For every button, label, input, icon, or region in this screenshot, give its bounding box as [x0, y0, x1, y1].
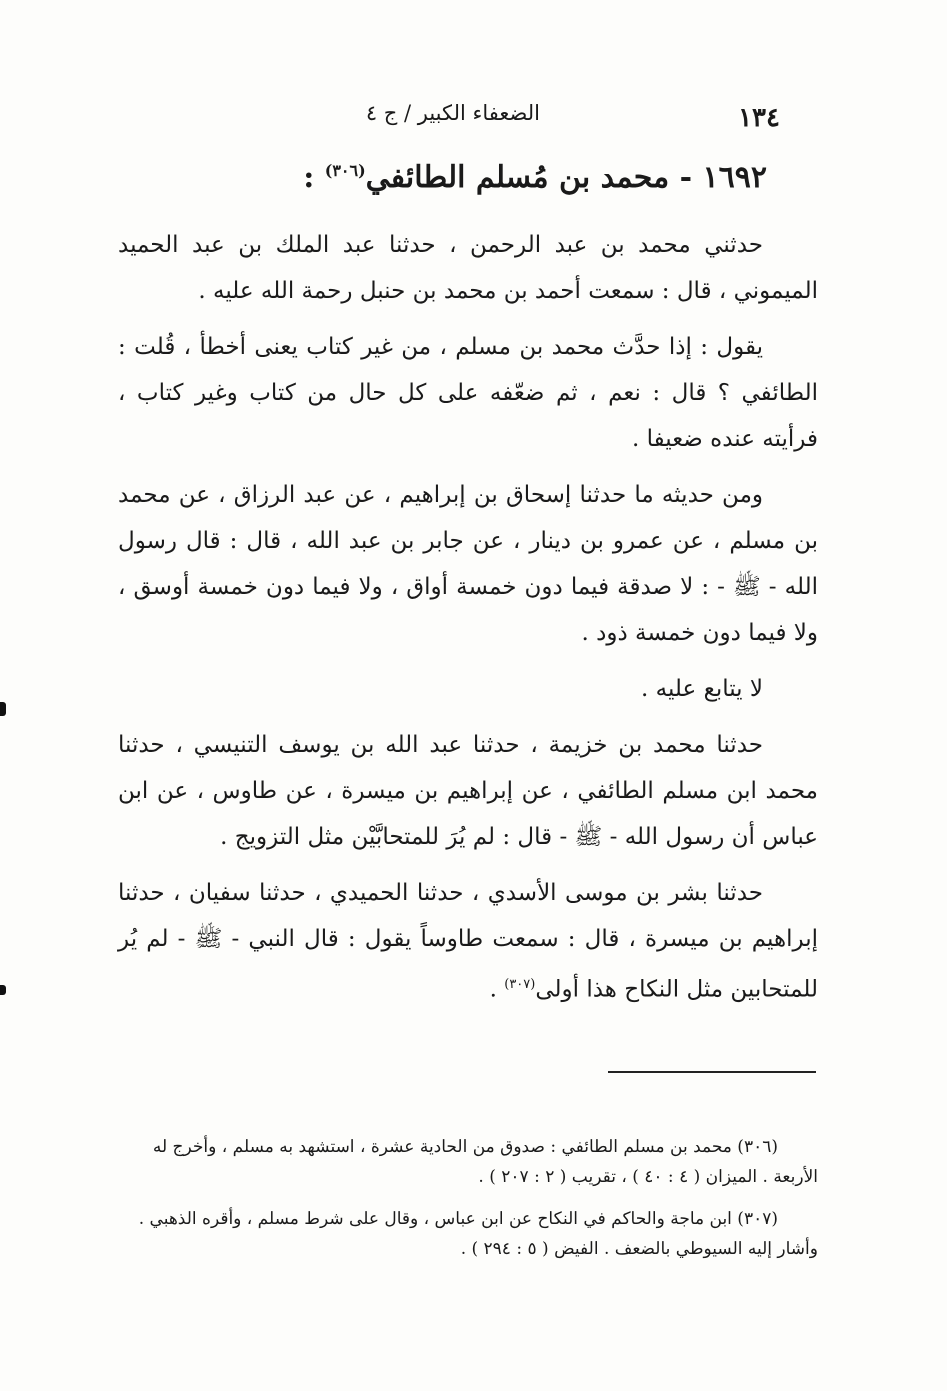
paragraph-6-text: حدثنا بشر بن موسى الأسدي ، حدثنا الحميدي ، حدثنا سفيان ، حدثنا إبراهيم بن ميسرة ، قال : سمعت طاوساً يقول : قال النبي - ﷺ - لم يُر للمتحابين مثل النكاح هذا أولى	[118, 880, 818, 1003]
scan-edge-mark	[0, 702, 6, 716]
scan-edge-mark	[0, 985, 6, 995]
paragraph-1: حدثني محمد بن عبد الرحمن ، حدثنا عبد الملك بن عبد الحميد الميموني ، قال : سمعت أحمد بن محمد بن حنبل رحمة الله عليه .	[118, 232, 818, 304]
paragraph-4: لا يتابع عليه .	[641, 676, 763, 702]
body-text	[118, 222, 818, 1023]
paragraph-6	[118, 870, 818, 1013]
footnote-306: (٣٠٦) محمد بن مسلم الطائفي : صدوق من الحادية عشرة ، استشهد به مسلم ، وأخرج له الأربعة . الميزان ( ٤ : ٤٠ ) ، تقريب ( ٢ : ٢٠٧ ) .	[152, 1137, 818, 1187]
paragraph-3: ومن حديثه ما حدثنا إسحاق بن إبراهيم ، عن عبد الرزاق ، عن محمد بن مسلم ، عن عمرو بن دينار ، عن جابر بن عبد الله ، قال : قال رسول الله - ﷺ - : لا صدقة فيما دون خمسة أواق ، ولا فيما دون خمسة أوسق ، ولا فيما دون خمسة ذود .	[118, 482, 818, 646]
entry-heading-suffix: :	[303, 160, 325, 195]
paragraph-6-footnote-ref: (٣٠٧)	[504, 977, 536, 992]
footnote-307: (٣٠٧) ابن ماجة والحاكم في النكاح عن ابن عباس ، وقال على شرط مسلم ، وأقره الذهبي . وأشار إليه السيوطي بالضعف . الفيض ( ٥ : ٢٩٤ ) .	[138, 1209, 818, 1259]
entry-footnote-ref: (٣٠٦)	[324, 161, 366, 180]
running-title: الضعفاء الكبير / ج ٤	[365, 101, 540, 125]
entry-heading	[303, 160, 767, 195]
footnotes	[118, 1132, 818, 1276]
footnote-divider	[608, 1071, 816, 1073]
paragraph-5: حدثنا محمد بن خزيمة ، حدثنا عبد الله بن يوسف التنيسي ، حدثنا محمد ابن مسلم الطائفي ، عن إبراهيم بن ميسرة ، عن طاوس ، عن ابن عباس أن رسول الله - ﷺ - قال : لم يُرَ للمتحابَّيْن مثل التزويج .	[118, 732, 818, 850]
paragraph-6-suffix: .	[489, 976, 505, 1003]
paragraph-2: يقول : إذا حدَّث محمد بن مسلم ، من غير كتاب يعنى أخطأ ، قُلت : الطائفي ؟ قال : نعم ، ثم ضعّفه على كل حال من كتاب وغير كتاب ، فرأيته عنده ضعيفا .	[118, 334, 818, 452]
page-number: ١٣٤	[738, 103, 780, 133]
page-header	[100, 95, 820, 139]
entry-name: ١٦٩٢ - محمد بن مُسلم الطائفي	[365, 160, 767, 195]
